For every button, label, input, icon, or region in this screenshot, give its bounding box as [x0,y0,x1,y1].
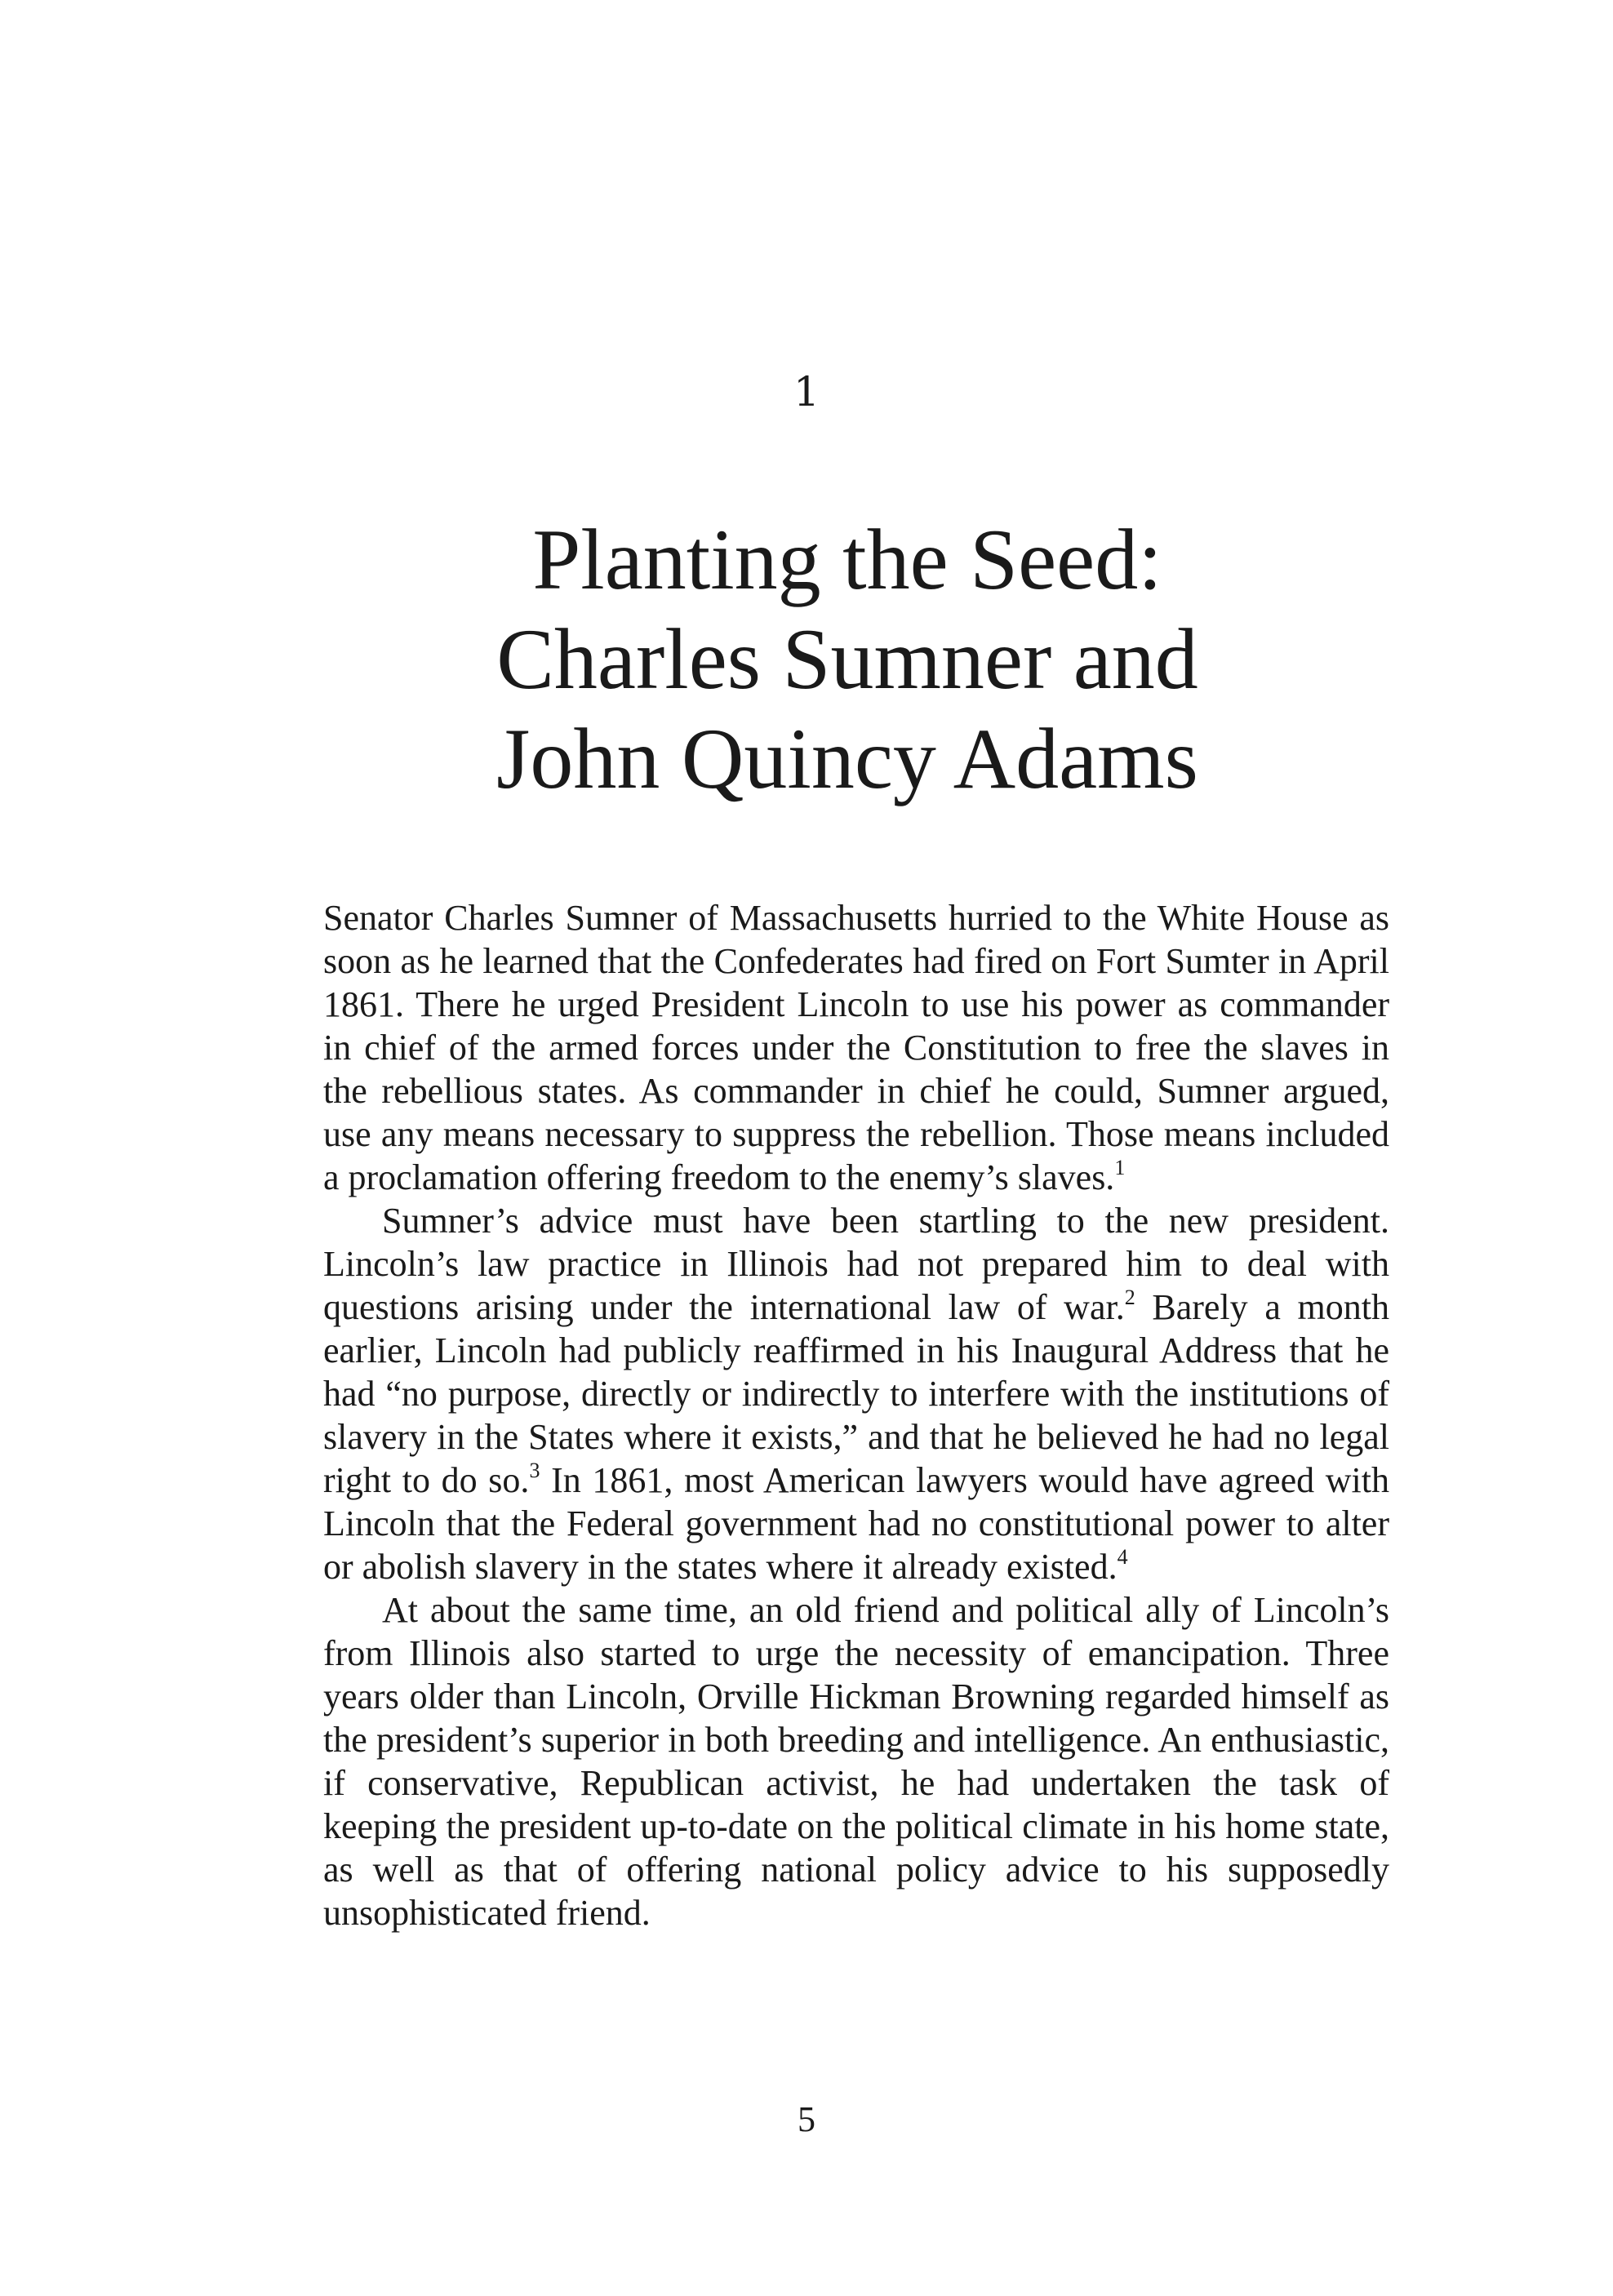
paragraph-text: Sumner’s advice must have been startling to the new president. Lincoln’s law practice in Illinois had not prepared him to deal with questions arising under the international law of war. [323,1201,1389,1327]
paragraph [323,1199,1389,1588]
chapter-title [317,510,1378,809]
footnote-reference: 2 [1124,1286,1135,1309]
paragraph [323,896,1389,1199]
chapter-title-line: Charles Sumner and [496,611,1198,707]
page-number: 5 [798,2099,815,2139]
footnote-reference: 3 [529,1459,540,1482]
chapter-title-line: John Quincy Adams [496,711,1198,806]
footnote-reference: 4 [1117,1545,1128,1569]
paragraph-text: At about the same time, an old friend and political ally of Lincoln’s from Illinois also started to urge the necessity of emancipation. Three years older than Lincoln, Orville Hickman Browning regarded himself as the president’s superior in both breeding and intelligence. An enthusiastic, if conservative, Republican activist, he had undertaken the task of keeping the president up-to-date on the political climate in his home state, as well as that of offering national policy advice to his supposedly unsophisticated friend. [323,1590,1389,1933]
paragraph-text: Barely a month earlier, Lincoln had publicly reaffirmed in his Inaugural Address that he had “no purpose, directly or indirectly to interfere with the institutions of slavery in the States where it exists,” and that he believed he had no legal right to do so. [323,1287,1389,1500]
chapter-number: 1 [793,368,820,415]
chapter-title-line: Planting the Seed: [532,512,1162,607]
paragraph-text: In 1861, most American lawyers would have agreed with Lincoln that the Federal government had no constitutional power to alter or abolish slavery in the states where it already existed. [323,1460,1389,1587]
footnote-reference: 1 [1114,1156,1126,1179]
body-text [323,896,1389,1934]
paragraph-text: Senator Charles Sumner of Massachusetts hurried to the White House as soon as he learned that the Confederates had fired on Fort Sumter in April 1861. There he urged President Lincoln to use his power as commander in chief of the armed forces under the Constitution to free the slaves in the rebellious states. As commander in chief he could, Sumner argued, use any means necessary to suppress the rebellion. Those means included a proclamation offering freedom to the enemy’s slaves. [323,898,1389,1197]
paragraph [323,1588,1389,1934]
